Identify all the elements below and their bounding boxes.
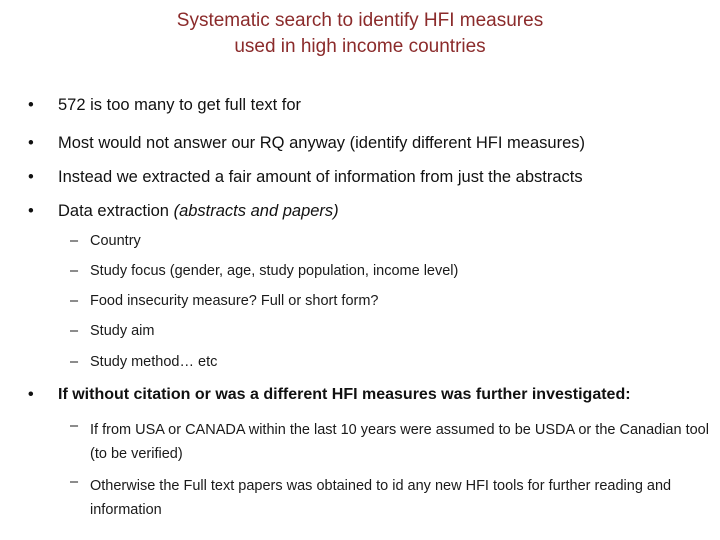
bullet-marker: •	[28, 96, 34, 114]
bullet-text: Most would not answer our RQ anyway (identify different HFI measures)	[58, 134, 585, 152]
title-line-2: used in high income countries	[234, 36, 486, 57]
sub-item-text: Country	[90, 233, 141, 249]
sub-item-text: Study focus (gender, age, study population, income level)	[90, 263, 459, 279]
dash-marker: –	[70, 293, 79, 309]
dash-marker: –	[70, 474, 79, 490]
bullet-text: 572 is too many to get full text for	[58, 96, 302, 114]
title-line-1: Systematic search to identify HFI measures	[176, 10, 544, 31]
bullet-marker: •	[28, 202, 34, 220]
sub-item-text: Otherwise the Full text papers was obtained to id any new HFI tools for further reading and information	[90, 478, 672, 518]
dash-marker: –	[70, 354, 79, 370]
bullet-marker: •	[28, 134, 34, 152]
sub-item-text: Study aim	[90, 323, 155, 339]
dash-marker: –	[70, 233, 79, 249]
bullet-marker: •	[28, 386, 34, 403]
investigation-label: If without citation or was a different HFI measures was further investigated:	[58, 386, 631, 403]
data-extraction-label: Data extraction	[58, 202, 169, 220]
sub-item-text: If from USA or CANADA within the last 10 years were assumed to be USDA or the Canadian tool (to be verified)	[90, 422, 709, 462]
data-extraction-note: (abstracts and papers)	[173, 202, 339, 220]
bullet-text: Instead we extracted a fair amount of information from just the abstracts	[58, 168, 583, 186]
sub-item-text: Food insecurity measure? Full or short form?	[90, 293, 379, 309]
slide-title	[0, 8, 720, 60]
bullet-marker: •	[28, 168, 34, 186]
dash-marker: –	[70, 418, 79, 434]
sub-item-text: Study method… etc	[90, 354, 218, 370]
dash-marker: –	[70, 263, 79, 279]
dash-marker: –	[70, 323, 79, 339]
